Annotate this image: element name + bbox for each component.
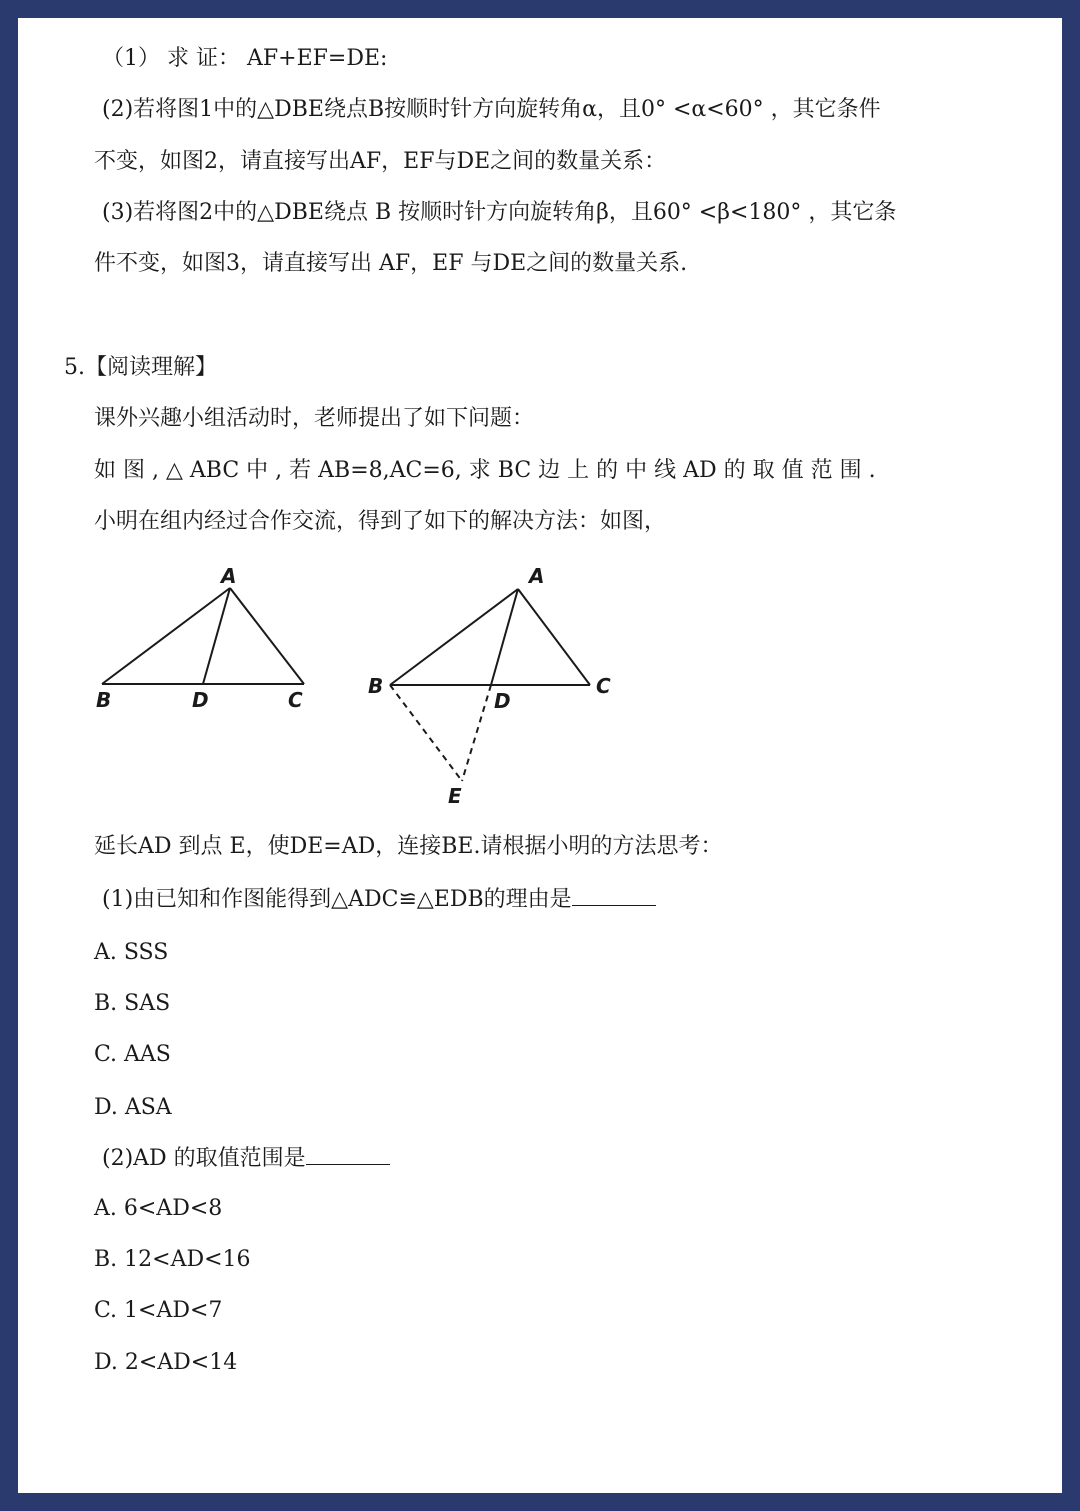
q5-sub1-question <box>102 883 656 915</box>
segment-ad <box>491 589 518 685</box>
q5-sub2-text: (2)AD 的取值范围是 <box>102 1146 306 1171</box>
q5-sub2-option-c: C. 1<AD<7 <box>94 1298 223 1323</box>
label-b: B <box>368 674 384 698</box>
q4-part3-text-line2: 件不变，如图3，请直接写出 AF，EF 与DE之间的数量关系. <box>94 251 688 276</box>
segment-ab <box>390 589 518 685</box>
q5-method: 小明在组内经过合作交流，得到了如下的解决方法：如图， <box>94 509 667 534</box>
label-e: E <box>448 784 462 808</box>
label-d: D <box>192 688 209 712</box>
label-c: C <box>288 688 303 712</box>
q4-part2-text-line1: (2)若将图1中的△DBE绕点B按顺时针方向旋转角α，且0° <α<60° ，其它条件 <box>102 97 881 122</box>
segment-ac <box>518 589 590 685</box>
label-a: A <box>529 564 545 588</box>
segment-be-dashed <box>390 685 462 781</box>
answer-blank <box>572 883 656 906</box>
label-b: B <box>96 688 112 712</box>
q4-part2-text-line2: 不变，如图2，请直接写出AF，EF与DE之间的数量关系： <box>94 149 667 174</box>
q5-sub1-option-a: A. SSS <box>94 940 169 965</box>
answer-blank <box>306 1142 390 1165</box>
q5-sub2-option-d: D. 2<AD<14 <box>94 1350 238 1375</box>
q5-sub2-question <box>102 1142 390 1174</box>
q5-sub1-option-d: D. ASA <box>94 1095 172 1120</box>
q5-sub2-option-a: A. 6<AD<8 <box>94 1196 223 1221</box>
figure-extended-median <box>358 563 628 813</box>
q5-sub1-option-b: B. SAS <box>94 991 171 1016</box>
q4-part3-text-line1: (3)若将图2中的△DBE绕点 B 按顺时针方向旋转角β，且60° <β<180° ，其它条 <box>102 200 897 225</box>
q5-sub1-option-c: C. AAS <box>94 1042 171 1067</box>
label-a: A <box>221 564 237 588</box>
segment-ac <box>230 588 304 684</box>
segment-de-dashed <box>462 685 491 781</box>
label-d: D <box>494 689 511 713</box>
q5-intro: 课外兴趣小组活动时，老师提出了如下问题： <box>94 406 535 431</box>
q4-part1-text: （1） 求 证： AF+EF=DE: <box>102 46 388 71</box>
q5-sub2-option-b: B. 12<AD<16 <box>94 1247 251 1272</box>
q5-sub1-text: (1)由已知和作图能得到△ADC≌△EDB的理由是 <box>102 887 572 912</box>
q5-problem: 如 图 , △ ABC 中 , 若 AB=8,AC=6, 求 BC 边 上 的 中 线 AD 的 取 值 范 围 . <box>94 458 876 483</box>
label-c: C <box>596 674 611 698</box>
segment-ab <box>102 588 230 684</box>
segment-ad <box>203 588 230 684</box>
figure-triangle-abc <box>88 563 318 713</box>
q5-heading: 5.【阅读理解】 <box>64 355 217 380</box>
document-page <box>18 18 1062 1493</box>
q5-extend-instruction: 延长AD 到点 E，使DE=AD，连接BE.请根据小明的方法思考： <box>94 834 723 859</box>
